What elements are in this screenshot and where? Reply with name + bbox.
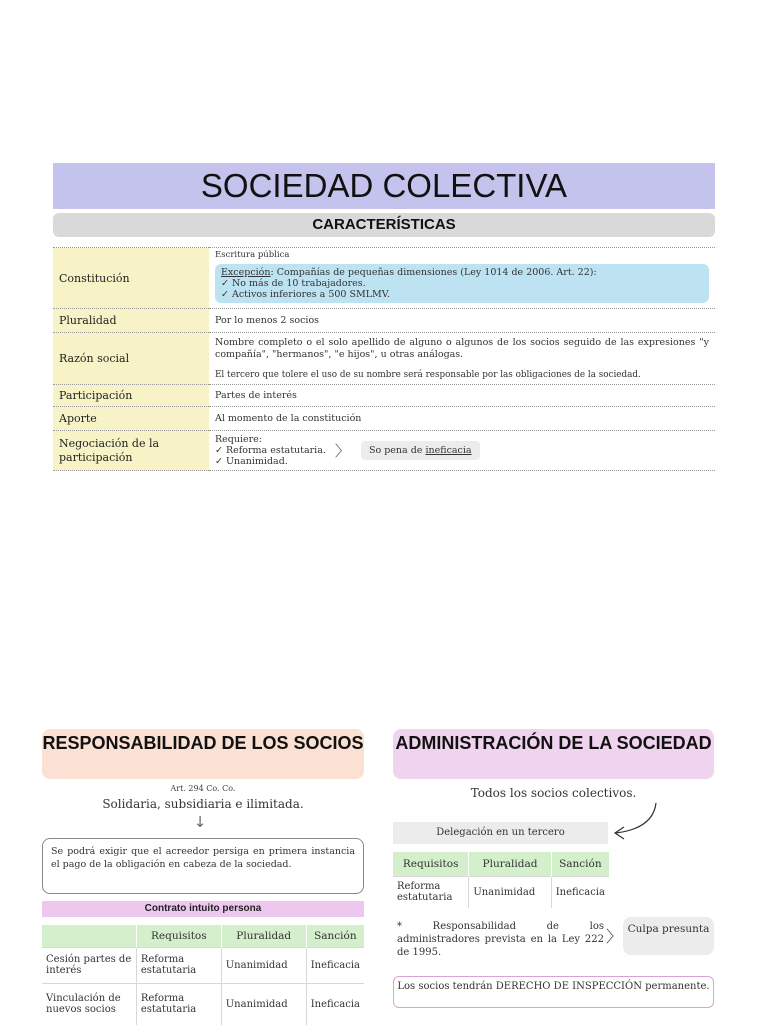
arrow-down-icon: ↓ xyxy=(193,813,207,831)
responsabilidad-type: Solidaria, subsidiaria e ilimitada. xyxy=(102,797,304,811)
responsabilidad-heading: RESPONSABILIDAD DE LOS SOCIOS xyxy=(42,729,364,779)
razon-social-value: Nombre completo o el solo apellido de alguno o algunos de los socios seguido de las expresiones "y compañía", "hermanos", "e hijos", u otras análogas. xyxy=(215,337,709,360)
label-constitucion: Constitución xyxy=(53,248,209,309)
table-row xyxy=(393,876,609,908)
exception-item: ✓ Activos inferiores a 500 SMLMV. xyxy=(221,289,390,300)
exception-item: ✓ No más de 10 trabajadores. xyxy=(221,278,366,289)
responsabilidad-administradores: * Responsabilidad de los administradores prevista en la Ley 222 de 1995. xyxy=(397,921,604,958)
table-cell: Unanimidad xyxy=(221,947,306,983)
delegacion-box: Delegación en un tercero xyxy=(393,822,608,844)
label-pluralidad: Pluralidad xyxy=(53,309,209,333)
table-cell: Unanimidad xyxy=(469,876,551,908)
inspeccion-box: Los socios tendrán DERECHO DE INSPECCIÓN permanente. xyxy=(393,976,714,1008)
label-negociacion: Negociación de la participación xyxy=(53,431,209,471)
row-constitucion xyxy=(53,248,715,309)
table-cell: Cesión partes de interés xyxy=(42,947,136,983)
table-header-cell: Requisitos xyxy=(136,925,221,947)
table-header-cell: Sanción xyxy=(306,925,364,947)
table-header-row xyxy=(42,925,364,947)
table-cell: Reforma estatutaria xyxy=(136,947,221,983)
row-razon-social xyxy=(53,333,715,385)
section-heading-caracteristicas: CARACTERÍSTICAS xyxy=(53,213,715,237)
row-pluralidad xyxy=(53,309,715,333)
article-reference: Art. 294 Co. Co. xyxy=(170,784,236,793)
label-razon-social: Razón social xyxy=(53,333,209,385)
ineficacia-box xyxy=(361,441,480,460)
exception-label: Excepción xyxy=(221,267,271,278)
table-cell: Ineficacia xyxy=(306,947,364,983)
page-title: SOCIEDAD COLECTIVA xyxy=(53,163,715,209)
table-header-cell: Pluralidad xyxy=(221,925,306,947)
table-header-cell: Sanción xyxy=(551,852,609,876)
exigir-note: Se podrá exigir que el acreedor persiga en primera instancia el pago de la obligación en cabeza de la sociedad. xyxy=(42,838,364,894)
table-header-row xyxy=(393,852,609,876)
characteristics-table xyxy=(53,247,715,471)
razon-social-note: El tercero que tolere el uso de su nombre será responsable por las obligaciones de la sociedad. xyxy=(215,370,641,380)
label-participacion: Participación xyxy=(53,385,209,407)
table-cell: Unanimidad xyxy=(221,983,306,1025)
responsabilidad-table xyxy=(42,925,364,1025)
table-row xyxy=(42,947,364,983)
administracion-table xyxy=(393,852,609,908)
curved-arrow-icon xyxy=(610,800,660,845)
intuito-persona-banner: Contrato intuito persona xyxy=(42,901,364,917)
negociacion-item: ✓ Unanimidad. xyxy=(215,456,288,467)
table-header-cell xyxy=(42,925,136,947)
row-participacion xyxy=(53,385,715,407)
aporte-value: Al momento de la constitución xyxy=(209,407,715,431)
row-negociacion xyxy=(53,431,715,471)
pluralidad-value: Por lo menos 2 socios xyxy=(209,309,715,333)
table-header-cell: Pluralidad xyxy=(469,852,551,876)
todos-socios: Todos los socios colectivos. xyxy=(470,786,637,800)
table-cell: Reforma estatutaria xyxy=(136,983,221,1025)
culpa-presunta-box: Culpa presunta xyxy=(623,917,714,955)
table-header-cell: Requisitos xyxy=(393,852,469,876)
participacion-value: Partes de interés xyxy=(209,385,715,407)
negociacion-item: ✓ Reforma estatutaria. xyxy=(215,445,326,456)
negociacion-requiere: Requiere: xyxy=(215,434,262,445)
table-cell: Ineficacia xyxy=(306,983,364,1025)
pena-prefix: So pena de xyxy=(368,445,426,456)
table-cell: Ineficacia xyxy=(551,876,609,908)
constitucion-value: Escritura pública xyxy=(215,250,290,260)
pena-word: ineficacia xyxy=(425,445,472,456)
label-aporte: Aporte xyxy=(53,407,209,431)
table-cell: Reforma estatutaria xyxy=(393,876,469,908)
exception-box xyxy=(215,264,709,303)
table-row xyxy=(42,983,364,1025)
row-aporte xyxy=(53,407,715,431)
chevron-right-icon: 〉 xyxy=(334,442,350,460)
exception-text: : Compañías de pequeñas dimensiones (Ley 1014 de 2006. Art. 22): xyxy=(270,267,597,278)
table-cell: Vinculación de nuevos socios xyxy=(42,983,136,1025)
chevron-right-icon: 〉 xyxy=(606,927,623,946)
administracion-heading: ADMINISTRACIÓN DE LA SOCIEDAD xyxy=(393,729,714,779)
